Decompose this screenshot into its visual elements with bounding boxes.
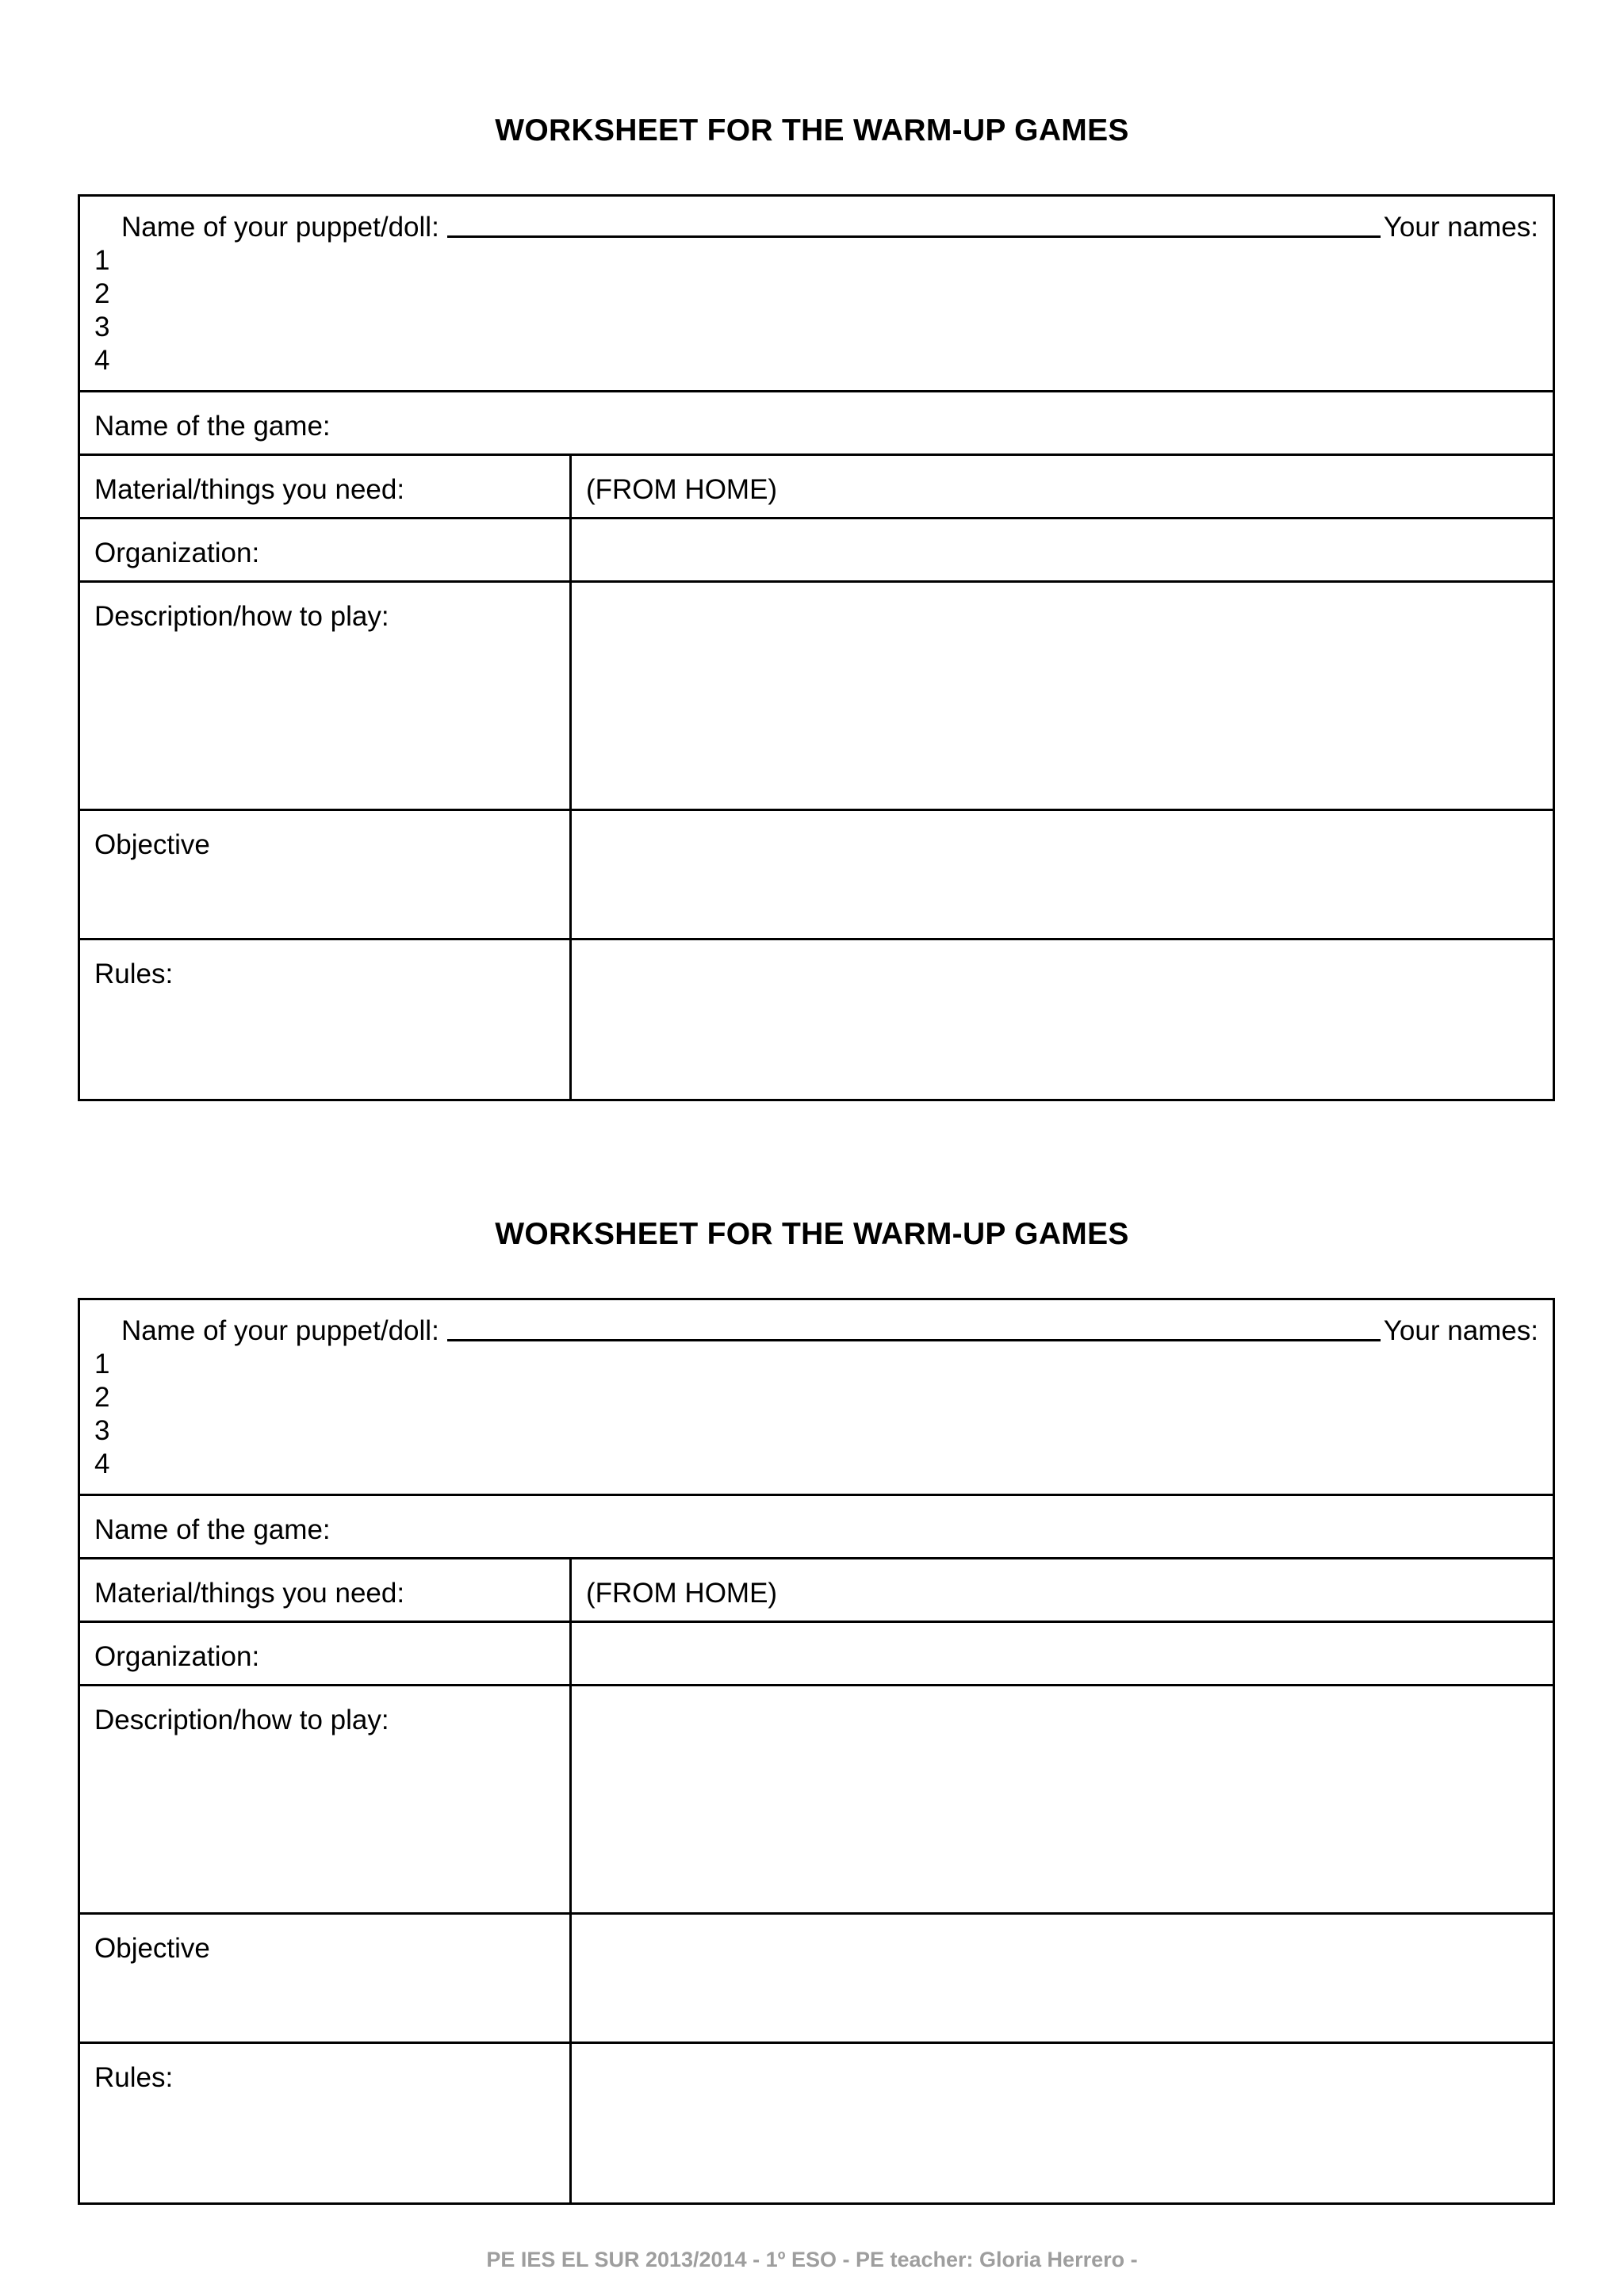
organization-label: Organization:: [94, 538, 260, 568]
organization-label: Organization:: [94, 1641, 260, 1672]
puppet-name-label: Name of your puppet/doll:: [121, 212, 439, 243]
name-number-3: 3: [94, 1415, 110, 1446]
objective-label-cell: [79, 1914, 571, 2043]
material-label: Material/things you need:: [94, 1578, 405, 1609]
game-name-label: Name of the game:: [94, 411, 331, 442]
puppet-name-label: Name of your puppet/doll:: [121, 1315, 439, 1346]
rules-value-cell[interactable]: [571, 2043, 1554, 2204]
name-number-2: 2: [94, 278, 110, 309]
your-names-label: Your names:: [1383, 212, 1538, 243]
page-footer: PE IES EL SUR 2013/2014 - 1º ESO - PE teacher: Gloria Herrero -: [486, 2248, 1138, 2271]
name-number-1: 1: [94, 245, 110, 276]
rules-label: Rules:: [94, 959, 174, 989]
organization-value-cell[interactable]: [571, 1622, 1554, 1686]
rules-label-cell: [79, 939, 571, 1100]
name-number-3: 3: [94, 312, 110, 342]
material-label-cell: [79, 455, 571, 519]
rules-label-cell: [79, 2043, 571, 2204]
objective-label-cell: [79, 810, 571, 939]
puppet-name-blank[interactable]: [447, 212, 1381, 238]
description-value-cell[interactable]: [571, 582, 1554, 810]
description-label-cell: [79, 1686, 571, 1914]
rules-value-cell[interactable]: [571, 939, 1554, 1100]
names-cell: [79, 1299, 1554, 1495]
description-label: Description/how to play:: [94, 1705, 389, 1735]
game-name-cell[interactable]: [79, 392, 1554, 455]
material-value: (FROM HOME): [586, 474, 778, 505]
name-number-4: 4: [94, 345, 110, 376]
objective-value-cell[interactable]: [571, 810, 1554, 939]
name-number-1: 1: [94, 1349, 110, 1380]
material-value: (FROM HOME): [586, 1578, 778, 1609]
description-value-cell[interactable]: [571, 1686, 1554, 1914]
objective-label: Objective: [94, 829, 210, 860]
puppet-name-blank[interactable]: [447, 1315, 1381, 1341]
name-number-4: 4: [94, 1448, 110, 1479]
description-label-cell: [79, 582, 571, 810]
game-name-label: Name of the game:: [94, 1514, 331, 1545]
description-label: Description/how to play:: [94, 601, 389, 632]
objective-label: Objective: [94, 1933, 210, 1964]
material-value-cell[interactable]: [571, 455, 1554, 519]
your-names-label: Your names:: [1383, 1315, 1538, 1346]
organization-label-cell: [79, 519, 571, 582]
material-label-cell: [79, 1559, 571, 1622]
organization-label-cell: [79, 1622, 571, 1686]
worksheet-1-table: [78, 194, 1555, 1101]
worksheet-2-table: [78, 1298, 1555, 2205]
worksheet-1-title: WORKSHEET FOR THE WARM-UP GAMES: [495, 113, 1129, 147]
organization-value-cell[interactable]: [571, 519, 1554, 582]
names-cell: [79, 196, 1554, 392]
material-label: Material/things you need:: [94, 474, 405, 505]
game-name-cell[interactable]: [79, 1495, 1554, 1559]
worksheet-2-title: WORKSHEET FOR THE WARM-UP GAMES: [495, 1217, 1129, 1251]
name-number-2: 2: [94, 1382, 110, 1413]
objective-value-cell[interactable]: [571, 1914, 1554, 2043]
rules-label: Rules:: [94, 2062, 174, 2093]
material-value-cell[interactable]: [571, 1559, 1554, 1622]
